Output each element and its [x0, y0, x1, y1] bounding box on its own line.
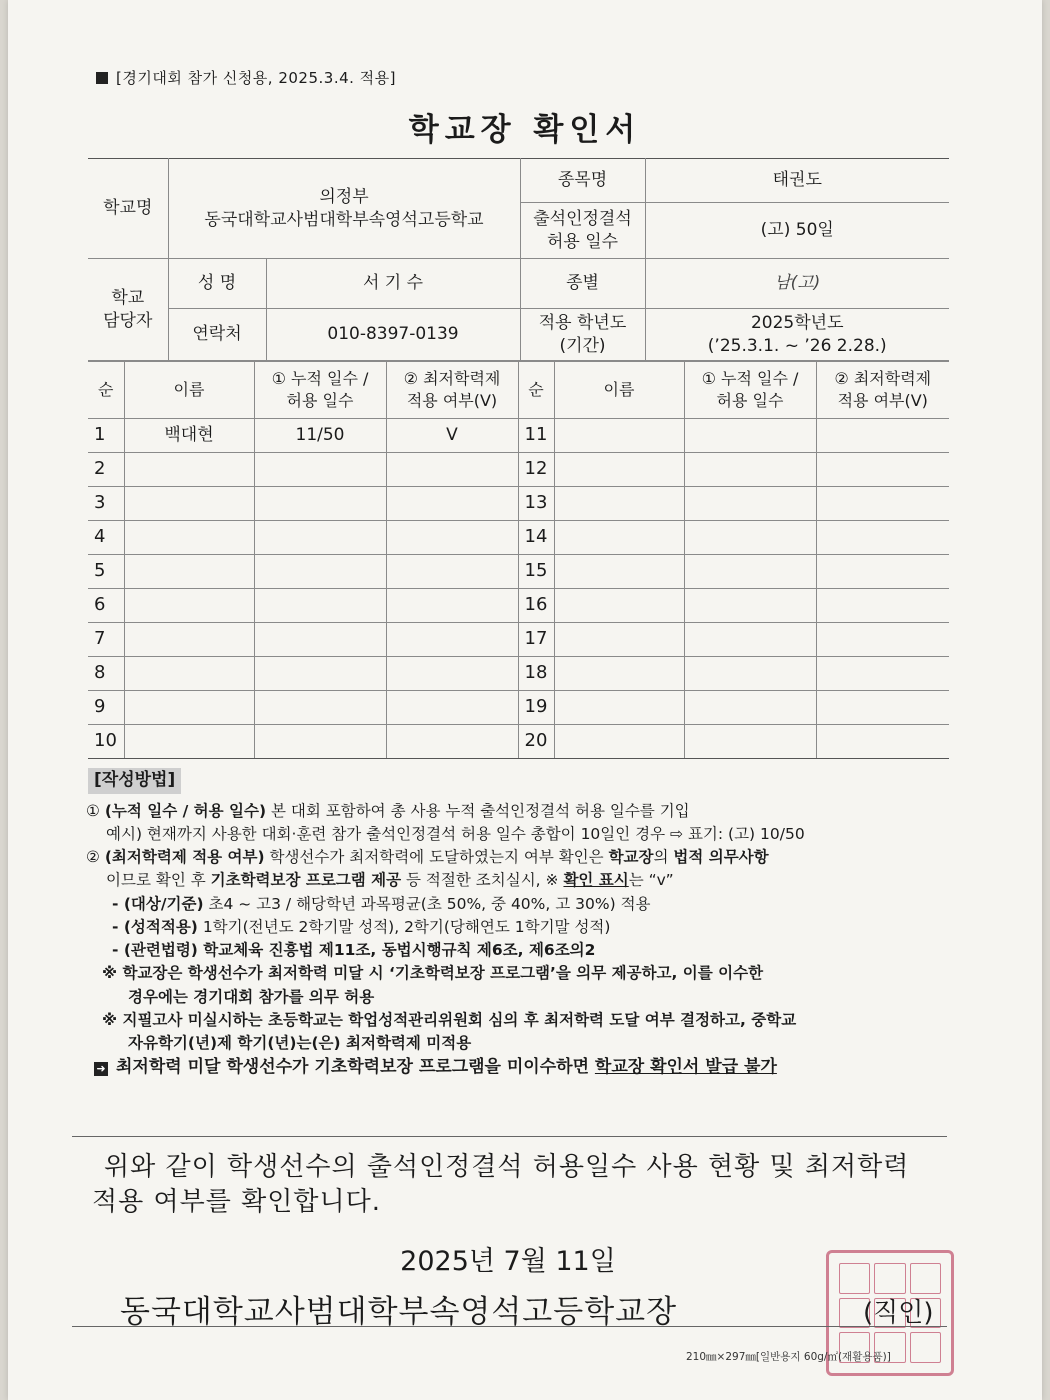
detail-target-text: 초4 ~ 고3 / 해당학년 과목평균(초 50%, 중 40%, 고 30%) 적용 — [203, 894, 651, 913]
row-days[interactable] — [254, 623, 386, 657]
row-days[interactable] — [254, 555, 386, 589]
row-check[interactable] — [816, 453, 949, 487]
detail-grades-bold: - (성적적용) — [112, 917, 198, 936]
row-name[interactable] — [554, 657, 684, 691]
row-no: 3 — [88, 487, 124, 521]
detail-law-text: 학교체육 진흥법 제11조, 동법시행규칙 제6조, 제6조의2 — [197, 941, 596, 959]
row-no: 5 — [88, 555, 124, 589]
row-check[interactable] — [386, 453, 518, 487]
type-value: 남(고) — [645, 259, 949, 309]
instruction-2-bold-d: 법적 의무사항 — [673, 848, 769, 866]
confirmation-line1: 위와 같이 학생선수의 출석인정결석 허용일수 사용 현황 및 최저학력 — [104, 1152, 910, 1182]
row-no: 17 — [518, 623, 554, 657]
event-value: 태권도 — [645, 159, 949, 203]
row-check[interactable] — [816, 725, 949, 759]
year-value-line2: (’25.3.1. ~ ’26 2.28.) — [707, 335, 887, 356]
table-row — [88, 691, 949, 725]
allow-days-value: (고) 50일 — [645, 203, 949, 259]
instruction-2-line2 — [86, 869, 956, 892]
instructions — [86, 768, 956, 1081]
year-value-line1: 2025학년도 — [750, 312, 844, 333]
row-name[interactable] — [554, 691, 684, 725]
row-name[interactable] — [124, 487, 254, 521]
row-days[interactable] — [254, 691, 386, 725]
row-name[interactable] — [554, 555, 684, 589]
divider-top — [72, 1136, 947, 1137]
table-row — [88, 623, 949, 657]
row-check[interactable] — [816, 555, 949, 589]
square-bullet-icon — [96, 72, 108, 84]
col-min-left-l2: 적용 여부(V) — [406, 391, 498, 410]
row-days[interactable] — [684, 419, 816, 453]
document-title: 학교장 확인서 — [408, 112, 642, 148]
row-check[interactable] — [386, 555, 518, 589]
row-name[interactable] — [124, 589, 254, 623]
col-days-left-l2: 허용 일수 — [286, 391, 354, 410]
contact-label-line2: 담당자 — [103, 310, 153, 331]
instruction-2-bold-e: 기초학력보장 프로그램 제공 — [210, 871, 402, 890]
note-1-line2 — [86, 986, 956, 1009]
row-check[interactable] — [386, 623, 518, 657]
info-table — [88, 158, 949, 361]
row-check[interactable] — [386, 725, 518, 759]
row-days[interactable] — [684, 487, 816, 521]
col-min-right-l2: 적용 여부(V) — [837, 391, 928, 410]
row-no: 1 — [88, 419, 124, 453]
col-name-left: 이름 — [124, 362, 254, 419]
circled-1-icon: ① — [86, 801, 100, 820]
table-row — [88, 419, 949, 453]
row-no: 7 — [88, 623, 124, 657]
event-label: 종목명 — [520, 159, 645, 203]
col-min-right — [816, 362, 949, 419]
row-days[interactable] — [254, 487, 386, 521]
contact-name-label: 성 명 — [168, 259, 266, 309]
note-1-line1 — [86, 962, 956, 985]
col-name-right: 이름 — [554, 362, 684, 419]
row-name[interactable] — [124, 623, 254, 657]
col-min-left-l1: ② 최저학력제 — [403, 369, 501, 389]
divider-bottom — [72, 1326, 947, 1327]
allow-days-label — [520, 203, 645, 259]
row-days[interactable] — [684, 725, 816, 759]
row-no: 19 — [518, 691, 554, 725]
allow-days-label-line2: 허용 일수 — [546, 231, 619, 252]
row-name[interactable] — [124, 725, 254, 759]
col-days-right-l2: 허용 일수 — [716, 391, 784, 410]
col-days-left — [254, 362, 386, 419]
detail-law-bold: - (관련법령) — [112, 941, 198, 959]
school-name-line1: 의정부 — [319, 186, 369, 207]
note-2-line1 — [86, 1009, 956, 1032]
instruction-1-example: 예시) 현재까지 사용한 대회·훈련 참가 출석인정결석 허용 일수 총합이 10일인 경우 ⇨ 표기: (고) 10/50 — [106, 824, 805, 843]
contact-label — [88, 259, 168, 361]
row-name[interactable] — [124, 453, 254, 487]
row-no: 16 — [518, 589, 554, 623]
year-label-line2: (기간) — [559, 335, 606, 356]
warning-text: 최저학력 미달 학생선수가 기초학력보장 프로그램을 미이수하면 — [116, 1057, 595, 1078]
note-2-line2-text: 자유학기(년)제 학기(년)는(은) 최저학력제 미적용 — [128, 1034, 472, 1052]
row-check[interactable] — [816, 623, 949, 657]
principal-title: 동국대학교사범대학부속영석고등학교장 — [120, 1294, 678, 1330]
row-days[interactable] — [254, 657, 386, 691]
note-2-line2 — [86, 1032, 956, 1055]
note-1-line1-text: ※ 학교장은 학생선수가 최저학력 미달 시 ‘기초학력보장 프로그램’을 의무 제공하고, 이를 이수한 — [102, 964, 764, 983]
row-no: 10 — [88, 725, 124, 759]
col-days-left-l1: ① 누적 일수 / — [271, 369, 369, 389]
year-value — [645, 309, 949, 361]
row-name[interactable]: 백대현 — [124, 419, 254, 453]
row-check[interactable] — [816, 419, 949, 453]
table-row — [88, 725, 949, 759]
row-check[interactable] — [386, 691, 518, 725]
allow-days-label-line1: 출석인정결석 — [533, 208, 632, 229]
row-check[interactable] — [816, 691, 949, 725]
row-days[interactable] — [684, 623, 816, 657]
issue-date: 2025년 7월 11일 — [400, 1246, 616, 1277]
instruction-2 — [86, 846, 956, 869]
row-no: 9 — [88, 691, 124, 725]
row-name[interactable] — [554, 589, 684, 623]
phone-label: 연락처 — [168, 309, 266, 361]
row-check[interactable] — [816, 657, 949, 691]
instruction-2-text-a: 학생선수가 최저학력에 도달하였는지 여부 확인은 — [264, 848, 609, 866]
form-note-text: [경기대회 참가 신청용, 2025.3.4. 적용] — [116, 69, 397, 87]
row-days[interactable] — [254, 521, 386, 555]
circled-2-icon: ② — [86, 848, 100, 866]
col-no-right: 순 — [518, 362, 554, 419]
table-row — [88, 521, 949, 555]
table-row — [88, 453, 949, 487]
row-name[interactable] — [124, 555, 254, 589]
instruction-2-text-c: 의 — [653, 848, 674, 866]
instruction-2-line2-c: 는 “v” — [628, 871, 674, 890]
row-no: 18 — [518, 657, 554, 691]
contact-name-value: 서 기 수 — [266, 259, 520, 309]
school-label: 학교명 — [88, 159, 168, 259]
detail-target — [86, 893, 956, 916]
detail-law — [86, 939, 956, 962]
row-no: 6 — [88, 589, 124, 623]
instruction-2-line2-a: 이므로 확인 후 — [106, 871, 211, 890]
row-no: 12 — [518, 453, 554, 487]
row-days[interactable] — [684, 453, 816, 487]
table-row — [88, 487, 949, 521]
contact-label-line1: 학교 — [111, 287, 145, 308]
detail-grades — [86, 916, 956, 939]
row-no: 14 — [518, 521, 554, 555]
row-name[interactable] — [124, 521, 254, 555]
table-row — [88, 589, 949, 623]
confirmation-text — [92, 1150, 942, 1220]
row-check[interactable]: V — [386, 419, 518, 453]
row-days[interactable] — [684, 691, 816, 725]
row-no: 8 — [88, 657, 124, 691]
instruction-1-text: 본 대회 포함하여 총 사용 누적 출석인정결석 허용 일수를 기입 — [266, 801, 690, 820]
row-name[interactable] — [124, 657, 254, 691]
col-days-right — [684, 362, 816, 419]
row-name[interactable] — [554, 623, 684, 657]
row-days[interactable] — [254, 453, 386, 487]
row-name[interactable] — [554, 725, 684, 759]
year-label-line1: 적용 학년도 — [538, 312, 627, 333]
row-days[interactable] — [684, 589, 816, 623]
instruction-1-bold: (누적 일수 / 허용 일수) — [104, 801, 267, 820]
note-1-line2-text: 경우에는 경기대회 참가를 의무 허용 — [128, 987, 375, 1006]
row-name[interactable] — [554, 487, 684, 521]
confirmation-line2: 적용 여부를 확인합니다. — [92, 1187, 381, 1218]
table-row — [88, 555, 949, 589]
row-check[interactable] — [816, 589, 949, 623]
row-check[interactable] — [386, 521, 518, 555]
instruction-1 — [86, 800, 956, 823]
arrow-box-icon: ➜ — [94, 1062, 108, 1076]
row-name[interactable] — [124, 691, 254, 725]
roster-table — [88, 361, 949, 759]
row-check[interactable] — [386, 589, 518, 623]
row-days[interactable] — [254, 725, 386, 759]
row-no: 13 — [518, 487, 554, 521]
instruction-2-bold-b: 학교장 — [608, 848, 654, 866]
school-name — [168, 159, 520, 259]
detail-target-bold: - (대상/기준) — [112, 894, 204, 913]
row-name[interactable] — [554, 419, 684, 453]
detail-grades-text: 1학기(전년도 2학기말 성적), 2학기(당해연도 1학기말 성적) — [197, 917, 611, 936]
row-days[interactable] — [684, 521, 816, 555]
document-page — [8, 0, 1042, 1400]
seal-label: (직인) — [863, 1298, 934, 1328]
form-note — [96, 67, 396, 88]
row-name[interactable] — [554, 453, 684, 487]
instructions-title: [작성방법] — [88, 768, 181, 794]
row-days[interactable]: 11/50 — [254, 419, 386, 453]
school-name-line2: 동국대학교사범대학부속영석고등학교 — [204, 209, 484, 230]
warning-underlined: 학교장 확인서 발급 불가 — [594, 1057, 777, 1078]
type-label: 종별 — [520, 259, 645, 309]
col-min-right-l1: ② 최저학력제 — [834, 369, 932, 389]
row-no: 2 — [88, 453, 124, 487]
warning-line — [86, 1055, 956, 1081]
row-check[interactable] — [386, 487, 518, 521]
instruction-2-line2-b: 등 적절한 조치실시, ※ — [401, 871, 564, 890]
row-check[interactable] — [386, 657, 518, 691]
row-no: 20 — [518, 725, 554, 759]
row-days[interactable] — [254, 589, 386, 623]
year-label — [520, 309, 645, 361]
row-days[interactable] — [684, 555, 816, 589]
instruction-2-bold-f: 확인 표시 — [563, 871, 629, 890]
row-check[interactable] — [816, 521, 949, 555]
table-row — [88, 657, 949, 691]
note-2-line1-text: ※ 지필고사 미실시하는 초등학교는 학업성적관리위원회 심의 후 최저학력 도달 여부 결정하고, 중학교 — [102, 1010, 797, 1029]
col-no-left: 순 — [88, 362, 124, 419]
row-no: 11 — [518, 419, 554, 453]
col-days-right-l1: ① 누적 일수 / — [701, 369, 799, 389]
paper-spec: 210㎜×297㎜[일반용지 60g/㎡(재활용품)] — [686, 1351, 891, 1363]
row-check[interactable] — [816, 487, 949, 521]
row-name[interactable] — [554, 521, 684, 555]
phone-value: 010-8397-0139 — [266, 309, 520, 361]
instruction-2-bold: (최저학력제 적용 여부) — [104, 848, 265, 866]
row-no: 4 — [88, 521, 124, 555]
col-min-left — [386, 362, 518, 419]
row-no: 15 — [518, 555, 554, 589]
row-days[interactable] — [684, 657, 816, 691]
